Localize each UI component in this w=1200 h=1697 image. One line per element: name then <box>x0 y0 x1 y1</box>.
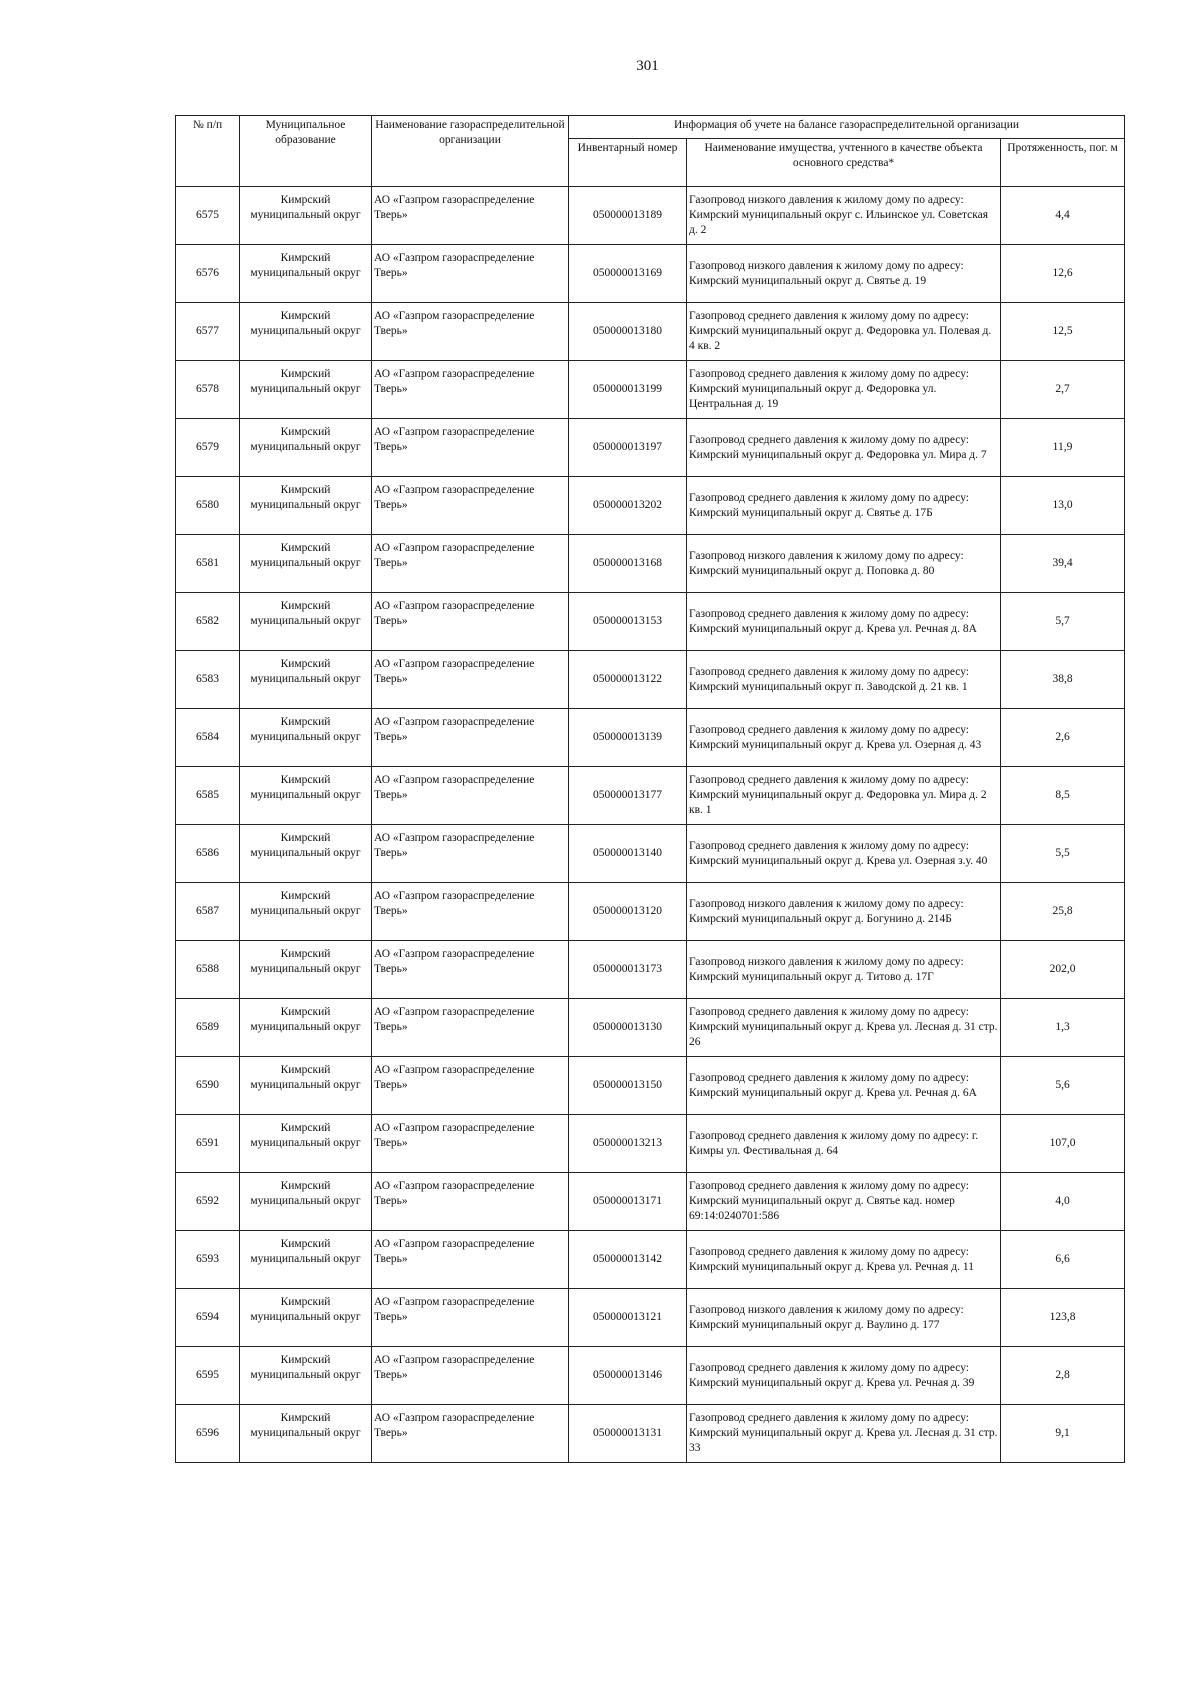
table-row <box>176 477 1125 535</box>
inventory-number-cell: 050000013180 <box>569 303 687 361</box>
municipality-cell <box>240 651 372 709</box>
property-name-cell: Газопровод среднего давления к жилому дому по адресу: Кимрский муниципальный округ д. Крева ул. Лесная д. 31 стр. 33 <box>687 1405 1001 1463</box>
length-cell: 13,0 <box>1001 477 1125 535</box>
municipality-cell-text: Кимрский муниципальный округ <box>250 1353 361 1381</box>
organization-cell-text: АО «Газпром газораспределение Тверь» <box>374 1121 535 1149</box>
length-cell: 6,6 <box>1001 1231 1125 1289</box>
row-number-cell: 6576 <box>176 245 240 303</box>
inventory-number-cell: 050000013121 <box>569 1289 687 1347</box>
municipality-cell-text: Кимрский муниципальный округ <box>250 251 361 279</box>
municipality-cell <box>240 1405 372 1463</box>
property-name-cell: Газопровод среднего давления к жилому дому по адресу: Кимрский муниципальный округ д. Крева ул. Лесная д. 31 стр. 26 <box>687 999 1001 1057</box>
municipality-cell <box>240 1057 372 1115</box>
inventory-number-cell: 050000013122 <box>569 651 687 709</box>
inventory-number-cell: 050000013213 <box>569 1115 687 1173</box>
organization-cell <box>372 883 569 941</box>
row-number-cell: 6594 <box>176 1289 240 1347</box>
table-body <box>176 187 1125 1463</box>
header-organization: Наименование газораспределительной организации <box>372 116 569 187</box>
organization-cell-text: АО «Газпром газораспределение Тверь» <box>374 1237 535 1265</box>
inventory-number-cell: 050000013130 <box>569 999 687 1057</box>
table-row <box>176 1231 1125 1289</box>
table-row <box>176 651 1125 709</box>
organization-cell <box>372 593 569 651</box>
municipality-cell-text: Кимрский муниципальный округ <box>250 541 361 569</box>
organization-cell <box>372 535 569 593</box>
organization-cell-text: АО «Газпром газораспределение Тверь» <box>374 425 535 453</box>
property-name-cell: Газопровод среднего давления к жилому дому по адресу: Кимрский муниципальный округ д. Федоровка ул. Мира д. 7 <box>687 419 1001 477</box>
row-number-cell: 6596 <box>176 1405 240 1463</box>
row-number-cell: 6591 <box>176 1115 240 1173</box>
row-number-cell: 6587 <box>176 883 240 941</box>
inventory-number-cell: 050000013131 <box>569 1405 687 1463</box>
gas-pipeline-registry-table <box>175 115 1125 1463</box>
row-number-cell: 6580 <box>176 477 240 535</box>
inventory-number-cell: 050000013169 <box>569 245 687 303</box>
municipality-cell <box>240 1115 372 1173</box>
header-property-name: Наименование имущества, учтенного в качестве объекта основного средства* <box>687 139 1001 187</box>
row-number-cell: 6588 <box>176 941 240 999</box>
inventory-number-cell: 050000013199 <box>569 361 687 419</box>
municipality-cell <box>240 477 372 535</box>
length-cell: 202,0 <box>1001 941 1125 999</box>
row-number-cell: 6595 <box>176 1347 240 1405</box>
property-name-cell: Газопровод среднего давления к жилому дому по адресу: Кимрский муниципальный округ д. Крева ул. Речная д. 8А <box>687 593 1001 651</box>
inventory-number-cell: 050000013197 <box>569 419 687 477</box>
organization-cell-text: АО «Газпром газораспределение Тверь» <box>374 193 535 221</box>
row-number-cell: 6583 <box>176 651 240 709</box>
municipality-cell <box>240 1289 372 1347</box>
organization-cell-text: АО «Газпром газораспределение Тверь» <box>374 1353 535 1381</box>
organization-cell <box>372 999 569 1057</box>
property-name-cell: Газопровод среднего давления к жилому дому по адресу: Кимрский муниципальный округ п. Заводской д. 21 кв. 1 <box>687 651 1001 709</box>
organization-cell <box>372 245 569 303</box>
row-number-cell: 6582 <box>176 593 240 651</box>
municipality-cell <box>240 941 372 999</box>
row-number-cell: 6586 <box>176 825 240 883</box>
inventory-number-cell: 050000013202 <box>569 477 687 535</box>
property-name-cell: Газопровод среднего давления к жилому дому по адресу: Кимрский муниципальный округ д. Крева ул. Речная д. 39 <box>687 1347 1001 1405</box>
property-name-cell: Газопровод среднего давления к жилому дому по адресу: г. Кимры ул. Фестивальная д. 64 <box>687 1115 1001 1173</box>
length-cell: 11,9 <box>1001 419 1125 477</box>
length-cell: 2,7 <box>1001 361 1125 419</box>
table-row <box>176 1347 1125 1405</box>
organization-cell <box>372 419 569 477</box>
organization-cell-text: АО «Газпром газораспределение Тверь» <box>374 483 535 511</box>
header-num: № п/п <box>176 116 240 187</box>
table-row <box>176 1405 1125 1463</box>
municipality-cell <box>240 883 372 941</box>
row-number-cell: 6575 <box>176 187 240 245</box>
table-row <box>176 709 1125 767</box>
inventory-number-cell: 050000013177 <box>569 767 687 825</box>
inventory-number-cell: 050000013173 <box>569 941 687 999</box>
table-header <box>176 116 1125 187</box>
municipality-cell <box>240 593 372 651</box>
page-number: 301 <box>636 58 659 74</box>
municipality-cell-text: Кимрский муниципальный округ <box>250 715 361 743</box>
length-cell: 2,8 <box>1001 1347 1125 1405</box>
length-cell: 8,5 <box>1001 767 1125 825</box>
property-name-cell: Газопровод среднего давления к жилому дому по адресу: Кимрский муниципальный округ д. Федоровка ул. Центральная д. 19 <box>687 361 1001 419</box>
inventory-number-cell: 050000013120 <box>569 883 687 941</box>
length-cell: 38,8 <box>1001 651 1125 709</box>
length-cell: 9,1 <box>1001 1405 1125 1463</box>
municipality-cell-text: Кимрский муниципальный округ <box>250 599 361 627</box>
length-cell: 5,6 <box>1001 1057 1125 1115</box>
municipality-cell <box>240 419 372 477</box>
inventory-number-cell: 050000013142 <box>569 1231 687 1289</box>
municipality-cell-text: Кимрский муниципальный округ <box>250 1179 361 1207</box>
organization-cell-text: АО «Газпром газораспределение Тверь» <box>374 947 535 975</box>
table-row <box>176 187 1125 245</box>
length-cell: 4,4 <box>1001 187 1125 245</box>
municipality-cell <box>240 709 372 767</box>
organization-cell-text: АО «Газпром газораспределение Тверь» <box>374 1179 535 1207</box>
table-row <box>176 1173 1125 1231</box>
row-number-cell: 6577 <box>176 303 240 361</box>
length-cell: 39,4 <box>1001 535 1125 593</box>
property-name-cell: Газопровод среднего давления к жилому дому по адресу: Кимрский муниципальный округ д. Федоровка ул. Полевая д. 4 кв. 2 <box>687 303 1001 361</box>
organization-cell-text: АО «Газпром газораспределение Тверь» <box>374 1295 535 1323</box>
property-name-cell: Газопровод низкого давления к жилому дому по адресу: Кимрский муниципальный округ д. Поповка д. 80 <box>687 535 1001 593</box>
organization-cell <box>372 767 569 825</box>
municipality-cell <box>240 1231 372 1289</box>
organization-cell <box>372 1173 569 1231</box>
table-row <box>176 941 1125 999</box>
length-cell: 25,8 <box>1001 883 1125 941</box>
municipality-cell <box>240 1173 372 1231</box>
inventory-number-cell: 050000013139 <box>569 709 687 767</box>
organization-cell-text: АО «Газпром газораспределение Тверь» <box>374 715 535 743</box>
municipality-cell-text: Кимрский муниципальный округ <box>250 425 361 453</box>
table-row <box>176 1289 1125 1347</box>
length-cell: 123,8 <box>1001 1289 1125 1347</box>
municipality-cell-text: Кимрский муниципальный округ <box>250 367 361 395</box>
municipality-cell <box>240 303 372 361</box>
length-cell: 5,7 <box>1001 593 1125 651</box>
organization-cell <box>372 477 569 535</box>
row-number-cell: 6581 <box>176 535 240 593</box>
inventory-number-cell: 050000013150 <box>569 1057 687 1115</box>
table-row <box>176 999 1125 1057</box>
municipality-cell-text: Кимрский муниципальный округ <box>250 889 361 917</box>
municipality-cell-text: Кимрский муниципальный округ <box>250 1411 361 1439</box>
organization-cell-text: АО «Газпром газораспределение Тверь» <box>374 773 535 801</box>
organization-cell <box>372 1289 569 1347</box>
property-name-cell: Газопровод среднего давления к жилому дому по адресу: Кимрский муниципальный округ д. Крева ул. Речная д. 6А <box>687 1057 1001 1115</box>
inventory-number-cell: 050000013171 <box>569 1173 687 1231</box>
municipality-cell-text: Кимрский муниципальный округ <box>250 1295 361 1323</box>
length-cell: 1,3 <box>1001 999 1125 1057</box>
row-number-cell: 6585 <box>176 767 240 825</box>
table-row <box>176 535 1125 593</box>
organization-cell <box>372 1405 569 1463</box>
organization-cell-text: АО «Газпром газораспределение Тверь» <box>374 251 535 279</box>
row-number-cell: 6578 <box>176 361 240 419</box>
property-name-cell: Газопровод среднего давления к жилому дому по адресу: Кимрский муниципальный округ д. Федоровка ул. Мира д. 2 кв. 1 <box>687 767 1001 825</box>
municipality-cell-text: Кимрский муниципальный округ <box>250 947 361 975</box>
property-name-cell: Газопровод среднего давления к жилому дому по адресу: Кимрский муниципальный округ д. Крева ул. Озерная д. 43 <box>687 709 1001 767</box>
municipality-cell <box>240 825 372 883</box>
organization-cell <box>372 361 569 419</box>
length-cell: 12,5 <box>1001 303 1125 361</box>
length-cell: 12,6 <box>1001 245 1125 303</box>
header-balance-info: Информация об учете на балансе газораспределительной организации <box>569 116 1125 139</box>
length-cell: 107,0 <box>1001 1115 1125 1173</box>
length-cell: 5,5 <box>1001 825 1125 883</box>
municipality-cell-text: Кимрский муниципальный округ <box>250 1121 361 1149</box>
organization-cell-text: АО «Газпром газораспределение Тверь» <box>374 1063 535 1091</box>
table-row <box>176 303 1125 361</box>
municipality-cell-text: Кимрский муниципальный округ <box>250 773 361 801</box>
organization-cell <box>372 1347 569 1405</box>
organization-cell <box>372 709 569 767</box>
municipality-cell-text: Кимрский муниципальный округ <box>250 1063 361 1091</box>
property-name-cell: Газопровод среднего давления к жилому дому по адресу: Кимрский муниципальный округ д. Святье кад. номер 69:14:0240701:586 <box>687 1173 1001 1231</box>
property-name-cell: Газопровод среднего давления к жилому дому по адресу: Кимрский муниципальный округ д. Святье д. 17Б <box>687 477 1001 535</box>
municipality-cell-text: Кимрский муниципальный округ <box>250 1237 361 1265</box>
property-name-cell: Газопровод низкого давления к жилому дому по адресу: Кимрский муниципальный округ д. Богунино д. 214Б <box>687 883 1001 941</box>
table-row <box>176 1057 1125 1115</box>
property-name-cell: Газопровод низкого давления к жилому дому по адресу: Кимрский муниципальный округ с. Ильинское ул. Советская д. 2 <box>687 187 1001 245</box>
organization-cell <box>372 1231 569 1289</box>
row-number-cell: 6590 <box>176 1057 240 1115</box>
organization-cell <box>372 941 569 999</box>
length-cell: 4,0 <box>1001 1173 1125 1231</box>
table-row <box>176 361 1125 419</box>
header-inventory-number: Инвентарный номер <box>569 139 687 187</box>
row-number-cell: 6579 <box>176 419 240 477</box>
property-name-cell: Газопровод низкого давления к жилому дому по адресу: Кимрский муниципальный округ д. Титово д. 17Г <box>687 941 1001 999</box>
table-row <box>176 245 1125 303</box>
property-name-cell: Газопровод низкого давления к жилому дому по адресу: Кимрский муниципальный округ д. Святье д. 19 <box>687 245 1001 303</box>
municipality-cell-text: Кимрский муниципальный округ <box>250 483 361 511</box>
municipality-cell <box>240 1347 372 1405</box>
organization-cell <box>372 1115 569 1173</box>
municipality-cell <box>240 767 372 825</box>
property-name-cell: Газопровод среднего давления к жилому дому по адресу: Кимрский муниципальный округ д. Крева ул. Речная д. 11 <box>687 1231 1001 1289</box>
table-row <box>176 767 1125 825</box>
municipality-cell-text: Кимрский муниципальный округ <box>250 1005 361 1033</box>
organization-cell <box>372 303 569 361</box>
municipality-cell-text: Кимрский муниципальный округ <box>250 193 361 221</box>
table-row <box>176 419 1125 477</box>
inventory-number-cell: 050000013153 <box>569 593 687 651</box>
table-row <box>176 825 1125 883</box>
organization-cell-text: АО «Газпром газораспределение Тверь» <box>374 599 535 627</box>
organization-cell-text: АО «Газпром газораспределение Тверь» <box>374 309 535 337</box>
table-row <box>176 1115 1125 1173</box>
header-length: Протяженность, пог. м <box>1001 139 1125 187</box>
organization-cell-text: АО «Газпром газораспределение Тверь» <box>374 367 535 395</box>
municipality-cell <box>240 245 372 303</box>
organization-cell <box>372 651 569 709</box>
inventory-number-cell: 050000013146 <box>569 1347 687 1405</box>
property-name-cell: Газопровод среднего давления к жилому дому по адресу: Кимрский муниципальный округ д. Крева ул. Озерная з.у. 40 <box>687 825 1001 883</box>
header-municipality: Муниципальное образование <box>240 116 372 187</box>
municipality-cell <box>240 187 372 245</box>
organization-cell-text: АО «Газпром газораспределение Тверь» <box>374 889 535 917</box>
inventory-number-cell: 050000013189 <box>569 187 687 245</box>
inventory-number-cell: 050000013168 <box>569 535 687 593</box>
municipality-cell-text: Кимрский муниципальный округ <box>250 657 361 685</box>
municipality-cell <box>240 361 372 419</box>
property-name-cell: Газопровод низкого давления к жилому дому по адресу: Кимрский муниципальный округ д. Ваулино д. 177 <box>687 1289 1001 1347</box>
row-number-cell: 6592 <box>176 1173 240 1231</box>
organization-cell <box>372 187 569 245</box>
length-cell: 2,6 <box>1001 709 1125 767</box>
municipality-cell-text: Кимрский муниципальный округ <box>250 309 361 337</box>
row-number-cell: 6584 <box>176 709 240 767</box>
table-row <box>176 883 1125 941</box>
organization-cell-text: АО «Газпром газораспределение Тверь» <box>374 1411 535 1439</box>
municipality-cell <box>240 535 372 593</box>
municipality-cell <box>240 999 372 1057</box>
row-number-cell: 6589 <box>176 999 240 1057</box>
inventory-number-cell: 050000013140 <box>569 825 687 883</box>
organization-cell <box>372 1057 569 1115</box>
organization-cell <box>372 825 569 883</box>
organization-cell-text: АО «Газпром газораспределение Тверь» <box>374 541 535 569</box>
municipality-cell-text: Кимрский муниципальный округ <box>250 831 361 859</box>
organization-cell-text: АО «Газпром газораспределение Тверь» <box>374 657 535 685</box>
organization-cell-text: АО «Газпром газораспределение Тверь» <box>374 831 535 859</box>
table-row <box>176 593 1125 651</box>
row-number-cell: 6593 <box>176 1231 240 1289</box>
organization-cell-text: АО «Газпром газораспределение Тверь» <box>374 1005 535 1033</box>
